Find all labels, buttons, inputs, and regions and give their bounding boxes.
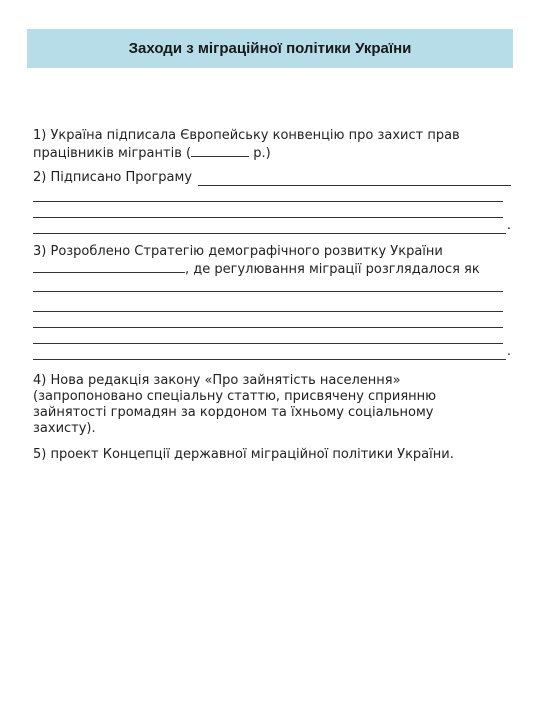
item-3-blank-line-4[interactable]: [33, 296, 503, 312]
program-blank[interactable]: [198, 171, 511, 186]
item-3-line-2-suffix: , де регулювання міграції розглядалося як: [185, 262, 480, 277]
item-5: [33, 447, 511, 463]
item-3-blank-line-7[interactable]: [33, 344, 511, 360]
content: [33, 128, 511, 473]
item-3-line-1: 3) Розроблено Стратегію демографічного розвитку України: [33, 244, 443, 259]
item-1: [33, 128, 511, 160]
item-2: [33, 170, 511, 234]
item-3: [33, 244, 511, 360]
item-2-end-mark: .: [506, 218, 511, 233]
item-4-line-3: зайнятості громадян за кордоном та їхньому соціальному: [33, 405, 434, 420]
item-5-line-1: 5) проект Концепції державної міграційної політики України.: [33, 447, 454, 462]
item-1-line-2-prefix: працівників мігрантів (: [33, 146, 192, 161]
item-1-line-2: [33, 144, 511, 160]
item-2-prefix: 2) Підписано Програму: [33, 170, 193, 185]
item-4-line-1: 4) Нова редакція закону «Про зайнятість населення»: [33, 373, 401, 388]
item-3-end-mark: .: [506, 344, 511, 359]
item-3-line-2: [33, 260, 511, 276]
item-4: [33, 373, 511, 437]
item-2-blank-line-2[interactable]: [33, 186, 503, 202]
item-3-blank-line-6[interactable]: [33, 328, 503, 344]
item-1-line-1: 1) Україна підписала Європейську конвенцію про захист прав: [33, 128, 460, 143]
item-3-blank-line-5[interactable]: [33, 312, 503, 328]
title-banner: [27, 29, 513, 68]
item-2-blank-line-3[interactable]: [33, 202, 503, 218]
year-blank[interactable]: [191, 144, 249, 157]
item-2-blank-line-4[interactable]: [33, 218, 511, 234]
item-4-line-4: захисту).: [33, 421, 96, 436]
item-2-line-1: [33, 170, 511, 186]
strategy-year-blank[interactable]: [33, 260, 185, 273]
item-1-line-2-suffix: р.): [249, 146, 271, 161]
item-3-blank-line-3[interactable]: [33, 276, 503, 292]
item-4-line-2: (запропоновано спеціальну статтю, присвячену сприянню: [33, 389, 437, 404]
page-title: Заходи з міграційної політики України: [128, 40, 412, 57]
